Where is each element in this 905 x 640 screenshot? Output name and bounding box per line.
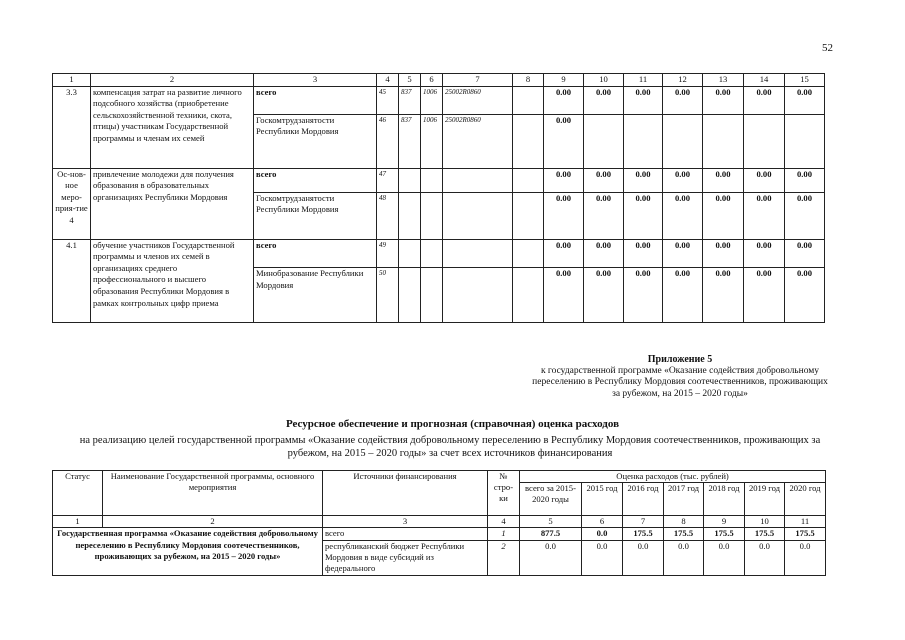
column-number-row	[53, 74, 825, 87]
value-cell: 0.0	[745, 540, 785, 575]
source-cell: Госкомтрудзанятости Республики Мордовия	[254, 114, 377, 168]
section-title: Ресурсное обеспечение и прогнозная (справочная) оценка расходов	[285, 418, 620, 430]
value-cell	[703, 114, 744, 168]
col-num: 10	[584, 74, 624, 87]
value-cell: 0.0	[664, 540, 704, 575]
col-num: 14	[744, 74, 785, 87]
name-header: Наименование Государственной программы, основного мероприятия	[103, 471, 323, 516]
value-cell: 0.0	[582, 528, 623, 540]
value-cell: 0.00	[584, 168, 624, 192]
value-cell: 0.00	[785, 192, 825, 239]
estimate-header: Оценка расходов (тыс. рублей)	[520, 471, 826, 483]
col-num: 15	[785, 74, 825, 87]
code-cell	[443, 268, 513, 323]
code-cell	[421, 192, 443, 239]
measure-name: привлечение молодежи для получения образования в образовательных организациях Республики Мордовия	[91, 168, 254, 239]
code-cell	[513, 168, 544, 192]
code-cell: 1006	[421, 86, 443, 114]
source-cell: республиканский бюджет Республики Мордовия в виде субсидий из федерального	[323, 540, 488, 575]
code-cell: 837	[399, 114, 421, 168]
value-cell: 175.5	[785, 528, 826, 540]
line-number: 1	[488, 528, 520, 540]
col-num: 10	[745, 516, 785, 528]
value-cell: 0.00	[624, 268, 663, 323]
value-cell: 0.00	[744, 192, 785, 239]
code-cell	[513, 86, 544, 114]
measure-name: обучение участников Государственной программы и членов их семей в организациях среднего профессионального и высшего образования Республики Мордовия в рамках контрольных цифр приема	[91, 239, 254, 322]
value-cell: 0.00	[663, 168, 703, 192]
line-number: 47	[377, 168, 399, 192]
value-cell: 0.00	[663, 192, 703, 239]
value-cell: 0.0	[785, 540, 826, 575]
page-number: 52	[822, 42, 833, 54]
year-header: 2016 год	[623, 483, 664, 516]
value-cell: 0.00	[785, 268, 825, 323]
code-cell	[421, 168, 443, 192]
value-cell: 175.5	[704, 528, 745, 540]
value-cell	[744, 114, 785, 168]
annex-heading: Приложение 5	[647, 354, 713, 365]
table-row	[53, 86, 825, 114]
col-num: 3	[323, 516, 488, 528]
code-cell	[443, 168, 513, 192]
value-cell	[624, 114, 663, 168]
value-cell: 0.00	[544, 239, 584, 267]
code-cell	[513, 192, 544, 239]
line-number: 46	[377, 114, 399, 168]
source-cell: Госкомтрудзанятости Республики Мордовия	[254, 192, 377, 239]
annex-text: к государственной программе «Оказание содействия добровольному переселению в Республику Мордовия соотечественников, проживающих за рубежом, на 2015 – 2020 годы»	[532, 365, 828, 399]
code-cell	[399, 192, 421, 239]
code-cell	[513, 114, 544, 168]
col-num: 9	[544, 74, 584, 87]
value-cell: 0.00	[744, 168, 785, 192]
program-name: Государственная программа «Оказание содействия добровольному переселению в Республику Мордовия соотечественников, проживающих за рубежом, на 2015 – 2020 годы»	[53, 528, 323, 575]
col-num: 4	[488, 516, 520, 528]
col-num: 11	[785, 516, 826, 528]
value-cell: 0.00	[584, 268, 624, 323]
table-row	[53, 239, 825, 267]
code-cell	[443, 192, 513, 239]
line-number: 49	[377, 239, 399, 267]
value-cell: 0.00	[744, 239, 785, 267]
source-cell: всего	[254, 239, 377, 267]
value-cell: 0.0	[582, 540, 623, 575]
code-cell	[399, 168, 421, 192]
source-cell: всего	[323, 528, 488, 540]
code-cell	[399, 268, 421, 323]
value-cell: 0.00	[544, 86, 584, 114]
col-num: 13	[703, 74, 744, 87]
col-num: 8	[513, 74, 544, 87]
column-number-row	[53, 516, 826, 528]
col-num: 4	[377, 74, 399, 87]
value-cell: 0.00	[544, 192, 584, 239]
col-num: 12	[663, 74, 703, 87]
col-num: 6	[582, 516, 623, 528]
value-cell: 0.00	[785, 86, 825, 114]
col-num: 1	[53, 74, 91, 87]
total-header: всего за 2015-2020 годы	[520, 483, 582, 516]
header-row	[53, 471, 826, 483]
col-num: 5	[520, 516, 582, 528]
value-cell: 0.0	[623, 540, 664, 575]
line-number: 45	[377, 86, 399, 114]
source-cell: всего	[254, 168, 377, 192]
line-number: 50	[377, 268, 399, 323]
value-cell: 0.00	[744, 268, 785, 323]
value-cell: 0.00	[785, 168, 825, 192]
value-cell	[785, 114, 825, 168]
measure-name: компенсация затрат на развитие личного подсобного хозяйства (приобретение сельскохозяйственной техники, скота, птицы) участникам Государственной программы и членам их семей	[91, 86, 254, 168]
value-cell: 0.00	[544, 268, 584, 323]
col-num: 6	[421, 74, 443, 87]
value-cell: 0.00	[703, 86, 744, 114]
line-number: 2	[488, 540, 520, 575]
value-cell: 0.00	[663, 86, 703, 114]
year-header: 2015 год	[582, 483, 623, 516]
value-cell: 175.5	[664, 528, 704, 540]
value-cell: 0.00	[744, 86, 785, 114]
row-number: Ос-нов-ное меро-прия-тие 4	[53, 168, 91, 239]
row-number: 3.3	[53, 86, 91, 168]
year-header: 2019 год	[745, 483, 785, 516]
col-num: 7	[443, 74, 513, 87]
expenses-table-continued	[52, 73, 825, 323]
col-num: 3	[254, 74, 377, 87]
code-cell	[421, 239, 443, 267]
value-cell: 0.0	[520, 540, 582, 575]
value-cell: 175.5	[623, 528, 664, 540]
line-number: 48	[377, 192, 399, 239]
code-cell	[443, 239, 513, 267]
value-cell	[584, 114, 624, 168]
value-cell: 0.00	[544, 114, 584, 168]
value-cell: 877.5	[520, 528, 582, 540]
col-num: 9	[704, 516, 745, 528]
col-num: 11	[624, 74, 663, 87]
code-cell	[513, 268, 544, 323]
resource-table	[52, 470, 826, 576]
value-cell: 0.00	[703, 268, 744, 323]
value-cell: 0.00	[785, 239, 825, 267]
value-cell: 0.00	[703, 192, 744, 239]
col-num: 1	[53, 516, 103, 528]
value-cell: 0.00	[703, 239, 744, 267]
table-row	[53, 528, 826, 540]
year-header: 2018 год	[704, 483, 745, 516]
year-header: 2017 год	[664, 483, 704, 516]
code-cell: 837	[399, 86, 421, 114]
source-cell: Минобразование Республики Мордовия	[254, 268, 377, 323]
code-cell	[421, 268, 443, 323]
annex-block	[530, 354, 830, 400]
value-cell: 0.0	[704, 540, 745, 575]
col-num: 8	[664, 516, 704, 528]
code-cell	[513, 239, 544, 267]
value-cell: 0.00	[703, 168, 744, 192]
code-cell: 25002R0860	[443, 114, 513, 168]
source-header: Источники финансирования	[323, 471, 488, 516]
status-header: Статус	[53, 471, 103, 516]
value-cell: 0.00	[544, 168, 584, 192]
value-cell: 0.00	[624, 239, 663, 267]
value-cell: 0.00	[584, 239, 624, 267]
line-number-header: № стро-ки	[488, 471, 520, 516]
col-num: 7	[623, 516, 664, 528]
value-cell: 175.5	[745, 528, 785, 540]
col-num: 5	[399, 74, 421, 87]
value-cell: 0.00	[624, 168, 663, 192]
value-cell: 0.00	[584, 86, 624, 114]
value-cell: 0.00	[663, 239, 703, 267]
value-cell: 0.00	[663, 268, 703, 323]
section-subtitle: на реализацию целей государственной программы «Оказание содействия добровольному переселению в Республику Мордовия соотечественников, проживающих за рубежом, на 2015 – 2020 годы» за счет всех источников финансирования	[79, 435, 821, 459]
table-row	[53, 168, 825, 192]
value-cell: 0.00	[624, 192, 663, 239]
code-cell: 25002R0860	[443, 86, 513, 114]
row-number: 4.1	[53, 239, 91, 322]
source-cell: всего	[254, 86, 377, 114]
year-header: 2020 год	[785, 483, 826, 516]
code-cell: 1006	[421, 114, 443, 168]
col-num: 2	[91, 74, 254, 87]
code-cell	[399, 239, 421, 267]
value-cell: 0.00	[624, 86, 663, 114]
value-cell	[663, 114, 703, 168]
value-cell: 0.00	[584, 192, 624, 239]
col-num: 2	[103, 516, 323, 528]
